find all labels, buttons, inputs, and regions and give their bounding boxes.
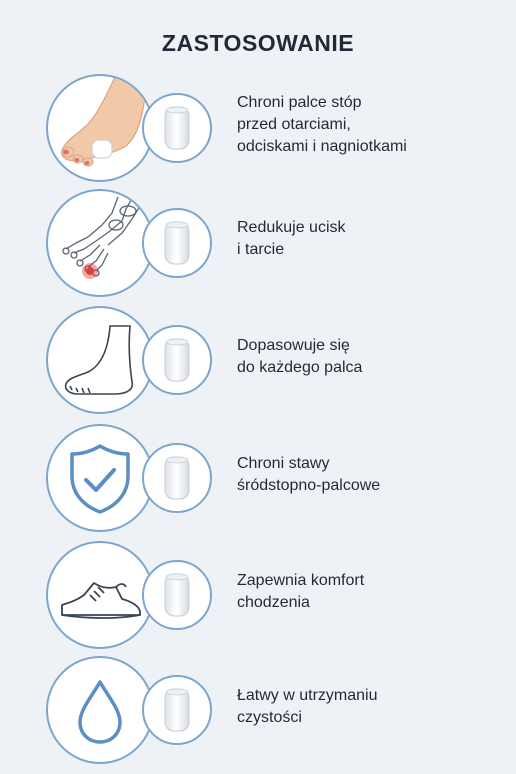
foot-skeleton-icon: [48, 191, 152, 295]
feature-row-easy-cleaning: [0, 652, 516, 770]
toe-cap-icon: [144, 562, 210, 628]
feature-row-walking-comfort: [0, 537, 516, 655]
feature-caption: Dopasowuje się do każdego palca: [237, 337, 363, 376]
page-title: ZASTOSOWANIE: [161, 30, 355, 56]
feature-row-fit: [0, 302, 516, 420]
feature-row-pressure-reduction: [0, 185, 516, 303]
feature-caption: Chroni palce stóp przed otarciami, odciskami i nagniotkami: [237, 94, 407, 155]
feature-illustration: [46, 189, 154, 297]
feature-row-toe-protection: [0, 70, 516, 188]
foot-outline-icon: [48, 308, 152, 412]
foot-with-toe-cap-icon: [48, 76, 152, 180]
feature-caption: Zapewnia komfort chodzenia: [237, 572, 365, 611]
water-drop-icon: [48, 658, 152, 762]
toe-cap-thumbnail: [142, 560, 212, 630]
toe-cap-thumbnail: [142, 325, 212, 395]
shield-check-icon: [48, 426, 152, 530]
toe-cap-thumbnail: [142, 443, 212, 513]
sneaker-icon: [48, 543, 152, 647]
toe-cap-thumbnail: [142, 208, 212, 278]
toe-cap-icon: [144, 95, 210, 161]
feature-illustration: [46, 424, 154, 532]
feature-caption: Łatwy w utrzymaniu czystości: [237, 687, 378, 726]
feature-illustration: [46, 306, 154, 414]
toe-cap-icon: [144, 677, 210, 743]
feature-illustration: [46, 656, 154, 764]
feature-caption: Chroni stawy śródstopno-palcowe: [237, 455, 381, 494]
feature-row-joint-protection: [0, 420, 516, 538]
toe-cap-thumbnail: [142, 675, 212, 745]
feature-illustration: [46, 541, 154, 649]
feature-caption: Redukuje ucisk i tarcie: [237, 219, 346, 258]
feature-illustration: [46, 74, 154, 182]
toe-cap-icon: [144, 327, 210, 393]
toe-cap-icon: [144, 445, 210, 511]
toe-cap-icon: [144, 210, 210, 276]
toe-cap-thumbnail: [142, 93, 212, 163]
